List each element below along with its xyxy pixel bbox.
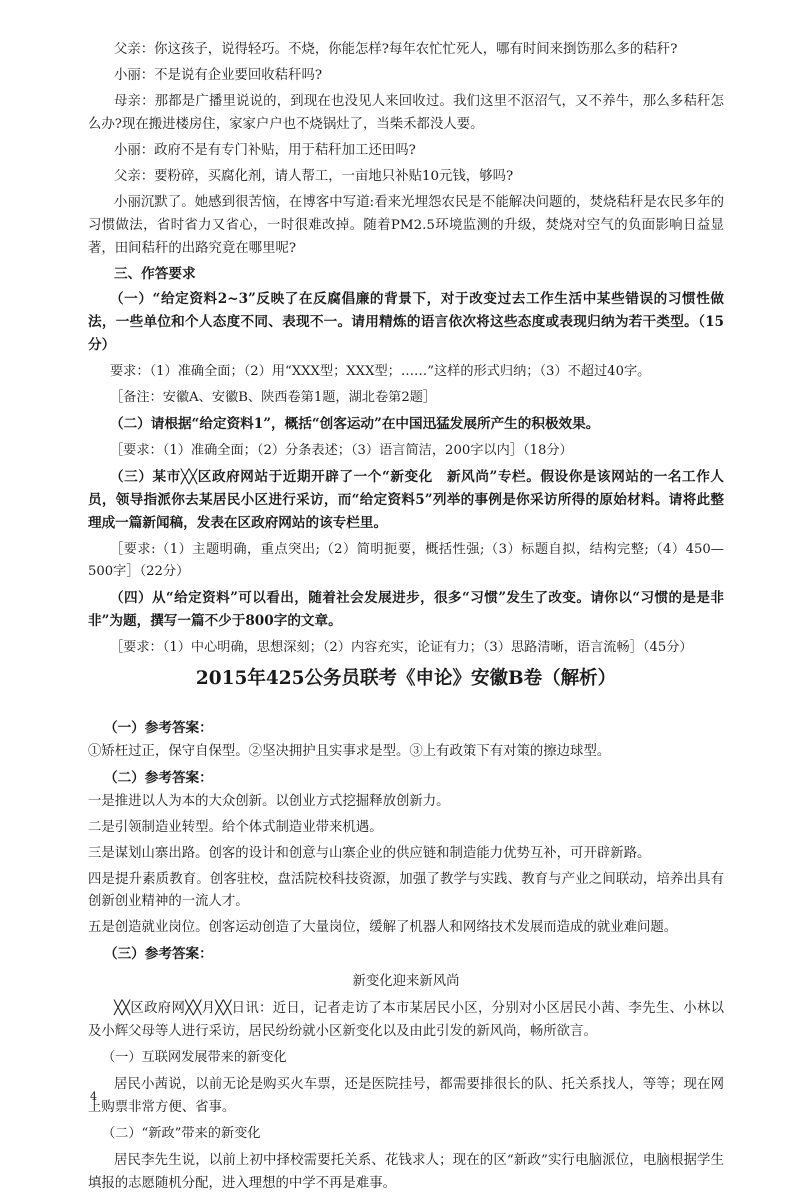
answer-1-text: ①矫枉过正，保守自保型。②坚决拥护且实事求是型。③上有政策下有对策的擦边球型。 [88, 744, 611, 759]
dialogue-line-father-2: 父亲：要粉碎，买腐化剂，请人帮工，一亩地只补贴10元钱，够吗? [114, 169, 514, 184]
question-2-requirements: ［要求：（1）准确全面；（2）分条表述；（3）语言简洁，200字以内］（18分） [110, 443, 573, 458]
question-3-requirements: ［要求:（1）主题明确，重点突出;（2）简明扼要，概括性强;（3）标题自拟，结构完整;（4）450—500字］（22分） [88, 542, 724, 579]
dialogue-line-mother: 母亲：那都是广播里说说的，到现在也没见人来回收过。我们这里不沤沼气，又不养牛，那么多秸秆怎么办?现在搬进楼房住，家家户户也不烧锅灶了，当柴禾都没人要。 [88, 94, 724, 132]
answer-2-item-5: 五是创造就业岗位。创客运动创造了大量岗位，缓解了机器人和网络技术发展而造成的就业难问题。 [88, 920, 678, 935]
question-2: （二）请根据“给定资料1”，概括“创客运动”在中国迅猛发展所产生的积极效果。 [110, 416, 600, 432]
question-4: （四）从“给定资料”可以看出，随着社会发展进步，很多“习惯”发生了改变。请你以“习惯的是是非非”为题，撰写一篇不少于800字的文章。 [88, 590, 724, 629]
dialogue-narration: 小丽沉默了。她感到很苦恼，在博客中写道:看来光埋怨农民是不能解决问题的，焚烧秸秆是农民多年的习惯做法，省时省力又省心，一时很难改掉。随着PM2.5环境监测的升级，焚烧对空气的负面影响日益显著，田间秸秆的出路究竟在哪里呢? [88, 195, 724, 256]
answer-3-heading: （三）参考答案： [104, 946, 213, 962]
news-subheading-1: （一）互联网发展带来的新变化 [102, 1050, 287, 1065]
answer-1-heading: （一）参考答案： [104, 720, 213, 736]
news-paragraph-2: 居民李先生说，以前上初中择校需要托关系、花钱求人；现在的区“新政”实行电脑派位，电脑根据学生填报的志愿随机分配，进入理想的中学不再是难事。 [88, 1153, 724, 1191]
analysis-title: 2015年425公务员联考《申论》安徽B卷（解析） [195, 668, 617, 689]
question-1-note: ［备注：安徽A、安徽B、陕西卷第1题，湖北卷第2题］ [110, 390, 437, 405]
news-lead: ╳╳区政府网╳╳月╳╳日讯：近日，记者走访了本市某居民小区，分别对小区居民小茜、李先生、小林以及小辉父母等人进行采访，居民纷纷就小区新变化以及由此引发的新风尚，畅所欲言。 [88, 1001, 724, 1039]
answer-2-item-1: 一是推进以人为本的大众创新。以创业方式挖掘释放创新力。 [88, 794, 450, 809]
news-subheading-2: （二）“新政”带来的新变化 [102, 1126, 261, 1141]
answer-2-heading: （二）参考答案： [104, 770, 213, 786]
page-number: 4 [90, 1090, 97, 1103]
document-page [88, 38, 724, 1199]
news-article-title: 新变化迎来新风尚 [352, 974, 460, 989]
answer-2-item-2: 二是引领制造业转型。给个体式制造业带来机遇。 [88, 820, 383, 835]
news-paragraph-1: 居民小茜说，以前无论是购买火车票，还是医院挂号，都需要排很长的队、托关系找人，等等；现在网上购票非常方便、省事。 [88, 1077, 724, 1115]
question-1-requirements: 要求：（1）准确全面；（2）用“XXX型；XXX型；……”这样的形式归纳；（3）不超过40字。 [110, 364, 651, 379]
answer-2-item-4: 四是提升素质教育。创客驻校，盘活院校科技资源，加强了教学与实践、教育与产业之间联动，培养出具有创新创业精神的一流人才。 [88, 872, 724, 909]
question-1: （一）“给定资料2~3”反映了在反腐倡廉的背景下，对于改变过去工作生活中某些错误的习惯性做法，一些单位和个人态度不同、表现不一。请用精炼的语言依次将这些态度或表现归纳为若干类型。（15分） [88, 291, 724, 353]
dialogue-line-xiaoli-2: 小丽：政府不是有专门补贴，用于秸秆加工还田吗? [114, 143, 416, 158]
dialogue-line-xiaoli-1: 小丽：不是说有企业要回收秸秆吗? [114, 68, 323, 83]
requirements-heading: 三、作答要求 [114, 266, 196, 282]
question-3: （三）某市╳╳区政府网站于近期开辟了一个“新变化 新风尚”专栏。假设你是该网站的一名工作人员，领导指派你去某居民小区进行采访，而“给定资料5”列举的事例是你采访所得的原始材料。请将此整理成一篇新闻稿，发表在区政府网站的该专栏里。 [88, 469, 724, 531]
answer-2-item-3: 三是谋划山寨出路。创客的设计和创意与山寨企业的供应链和制造能力优势互补，可开辟新路。 [88, 846, 651, 861]
question-4-requirements: ［要求：（1）中心明确，思想深刻；（2）内容充实，论证有力；（3）思路清晰，语言流畅］（45分） [110, 640, 693, 655]
dialogue-line-father-1: 父亲：你这孩子，说得轻巧。不烧，你能怎样?每年农忙忙死人，哪有时间来捯饬那么多的秸秆? [114, 42, 678, 57]
